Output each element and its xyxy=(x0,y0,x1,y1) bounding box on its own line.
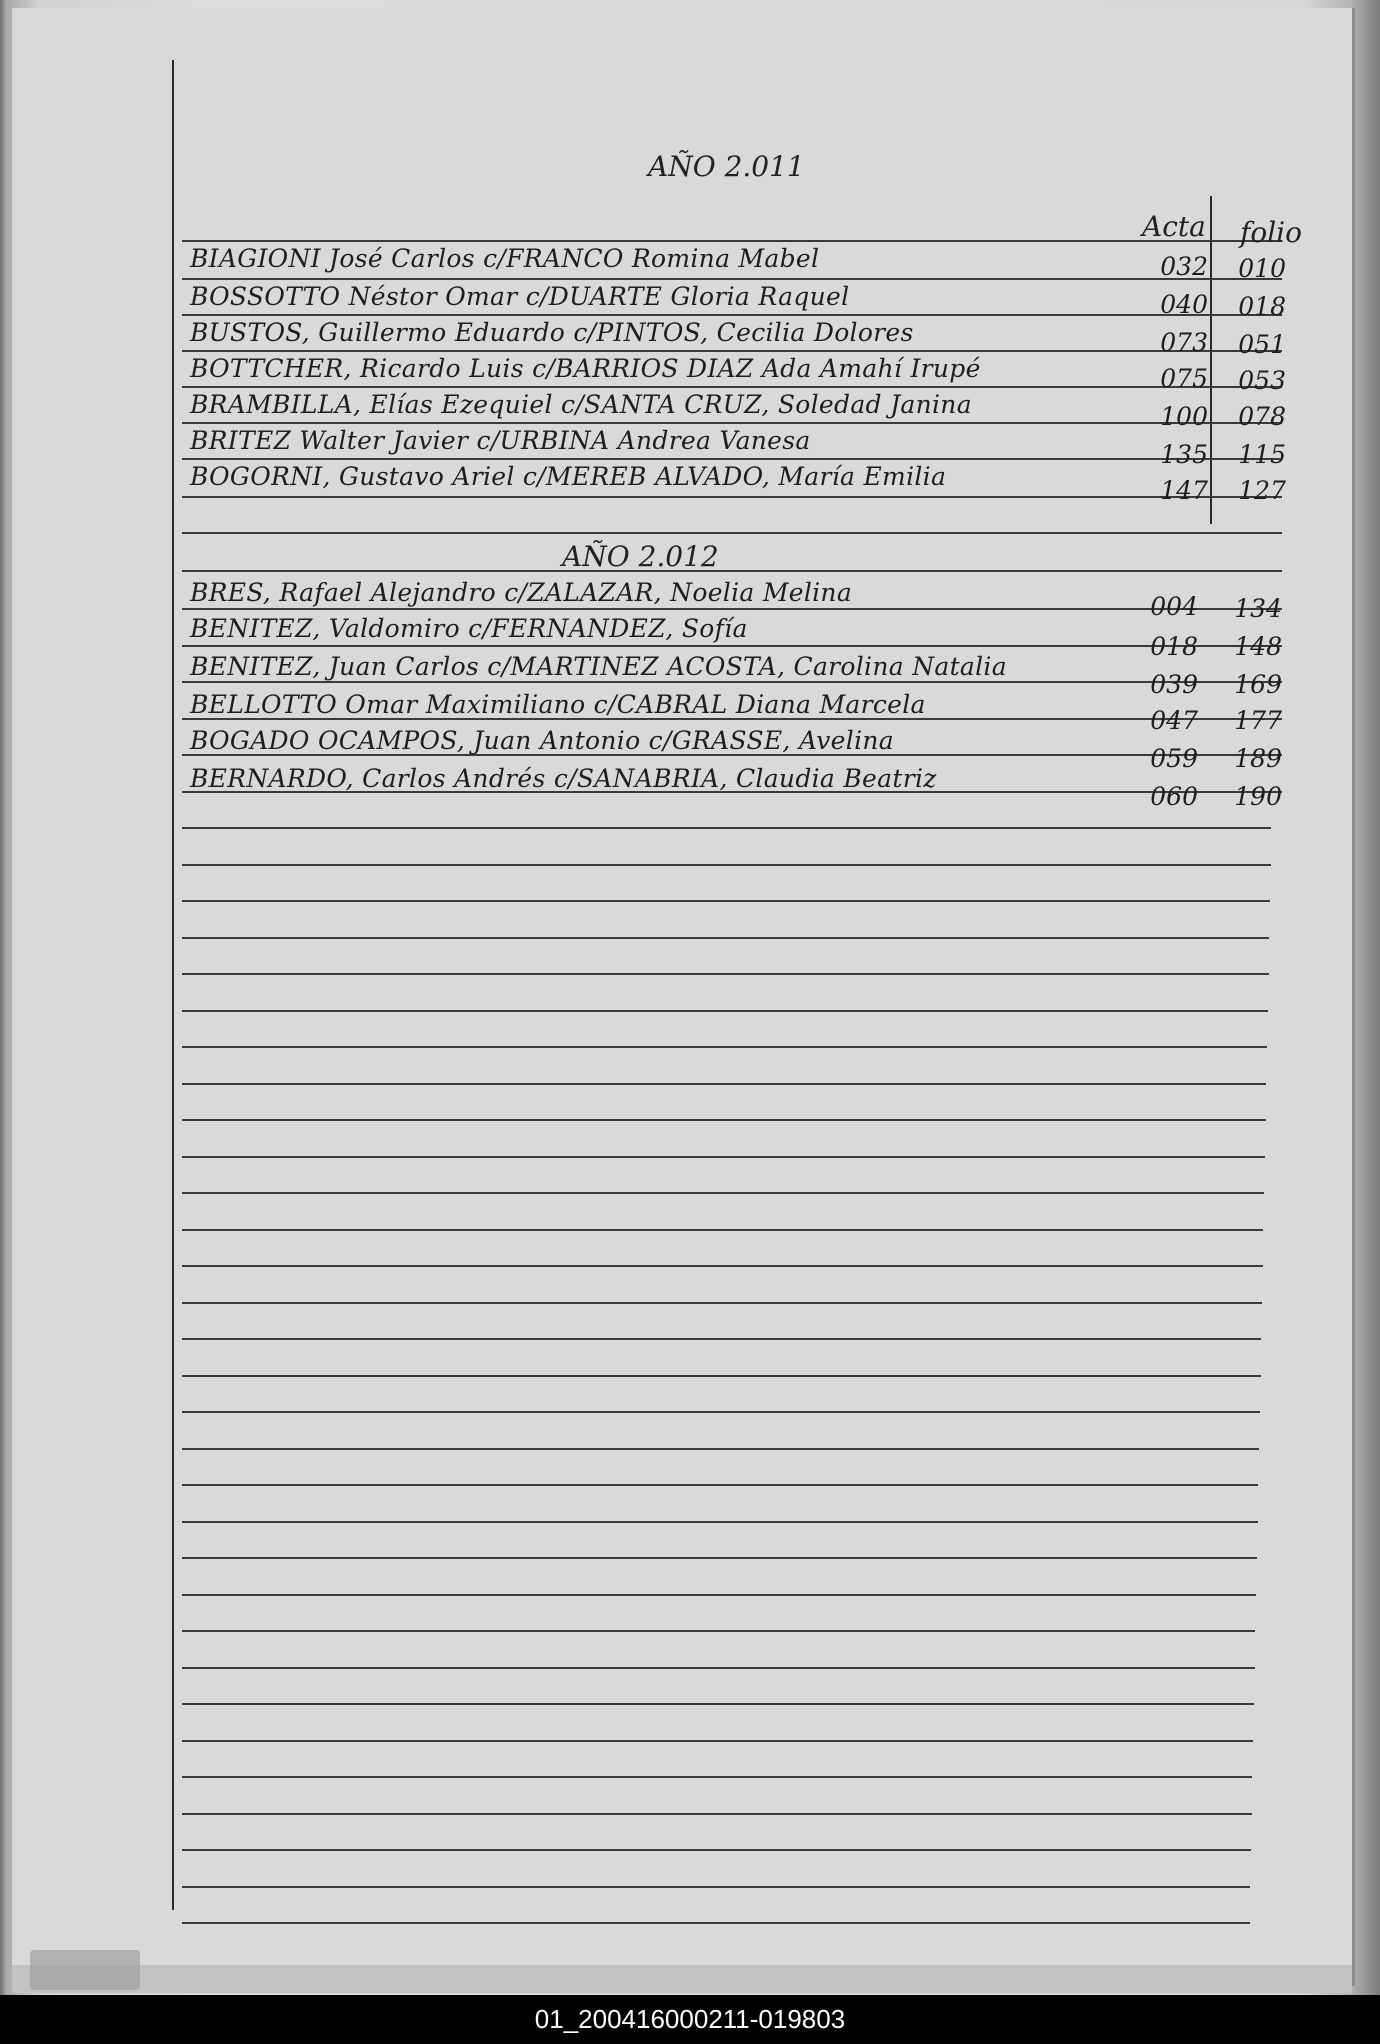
list-item: BIAGIONI José Carlos c/FRANCO Romina Mabel xyxy=(190,244,820,273)
acta-value: 018 xyxy=(1150,632,1198,661)
column-divider xyxy=(1210,196,1212,524)
folio-value: 010 xyxy=(1238,254,1286,283)
page-bottom-edge xyxy=(12,1965,1352,1993)
folio-value: 169 xyxy=(1234,670,1282,699)
list-item: BENITEZ, Valdomiro c/FERNANDEZ, Sofía xyxy=(190,614,748,643)
ruled-line xyxy=(182,386,1282,388)
ruled-line xyxy=(182,1776,1252,1778)
ruled-line xyxy=(182,1703,1254,1705)
ruled-line xyxy=(182,900,1270,902)
ruled-line xyxy=(182,1922,1250,1924)
ruled-line xyxy=(182,1630,1255,1632)
section-year-2012: AÑO 2.012 xyxy=(562,540,719,573)
ruled-line xyxy=(182,422,1282,424)
acta-value: 039 xyxy=(1150,670,1198,699)
list-item: BOSSOTTO Néstor Omar c/DUARTE Gloria Raquel xyxy=(190,282,850,311)
margin-line xyxy=(172,60,174,1910)
ruled-line xyxy=(182,1849,1251,1851)
ruled-line xyxy=(182,532,1282,534)
ruled-line xyxy=(182,1156,1265,1158)
ruled-line xyxy=(182,864,1271,866)
list-item: BOTTCHER, Ricardo Luis c/BARRIOS DIAZ Ada Amahí Irupé xyxy=(190,354,981,383)
folio-value: 177 xyxy=(1234,706,1282,735)
ruled-line xyxy=(182,1265,1263,1267)
ruled-line xyxy=(182,1083,1266,1085)
ruled-line xyxy=(182,496,1282,498)
ruled-line xyxy=(182,314,1282,316)
ruled-line xyxy=(182,1375,1261,1377)
ruled-line xyxy=(182,1229,1263,1231)
folio-value: 134 xyxy=(1234,594,1282,623)
list-item: BRES, Rafael Alejandro c/ZALAZAR, Noelia Melina xyxy=(190,578,853,607)
acta-value: 004 xyxy=(1150,592,1198,621)
list-item: BOGADO OCAMPOS, Juan Antonio c/GRASSE, Avelina xyxy=(190,726,894,755)
list-item: BRAMBILLA, Elías Ezequiel c/SANTA CRUZ, Soledad Janina xyxy=(190,390,972,419)
ruled-line xyxy=(182,1886,1250,1888)
list-item: BOGORNI, Gustavo Ariel c/MEREB ALVADO, María Emilia xyxy=(190,462,947,491)
ruled-line xyxy=(182,1813,1252,1815)
acta-column-header: Acta xyxy=(1142,210,1206,243)
acta-value: 073 xyxy=(1160,328,1208,357)
acta-value: 100 xyxy=(1160,402,1208,431)
list-item: BELLOTTO Omar Maximiliano c/CABRAL Diana Marcela xyxy=(190,690,926,719)
acta-value: 032 xyxy=(1160,252,1208,281)
ruled-line xyxy=(182,350,1282,352)
list-item: BENITEZ, Juan Carlos c/MARTINEZ ACOSTA, Carolina Natalia xyxy=(190,652,1007,681)
acta-value: 135 xyxy=(1160,440,1208,469)
ruled-line xyxy=(182,1411,1260,1413)
acta-value: 059 xyxy=(1150,744,1198,773)
folio-value: 078 xyxy=(1238,402,1286,431)
folio-value: 189 xyxy=(1234,744,1282,773)
folio-value: 051 xyxy=(1238,330,1286,359)
ruled-line xyxy=(182,1740,1253,1742)
ruled-line xyxy=(182,570,1282,572)
acta-value: 075 xyxy=(1160,364,1208,393)
folio-value: 053 xyxy=(1238,366,1286,395)
ruled-line xyxy=(182,458,1282,460)
ruled-line xyxy=(182,937,1269,939)
list-item: BUSTOS, Guillermo Eduardo c/PINTOS, Cecilia Dolores xyxy=(190,318,914,347)
folio-value: 190 xyxy=(1234,782,1282,811)
folio-column-header: folio xyxy=(1240,216,1302,249)
ruled-line xyxy=(182,1557,1257,1559)
ruled-line xyxy=(182,645,1282,647)
ruled-line xyxy=(182,1338,1261,1340)
folio-value: 018 xyxy=(1238,292,1286,321)
ruled-line xyxy=(182,1192,1264,1194)
list-item: BERNARDO, Carlos Andrés c/SANABRIA, Claudia Beatriz xyxy=(190,764,937,793)
ruled-line xyxy=(182,1521,1258,1523)
ruled-line xyxy=(182,1484,1258,1486)
folio-value: 148 xyxy=(1234,632,1282,661)
folio-value: 127 xyxy=(1238,476,1286,505)
ruled-line xyxy=(182,681,1282,683)
ruled-line xyxy=(182,1119,1266,1121)
ruled-line xyxy=(182,1302,1262,1304)
acta-value: 060 xyxy=(1150,782,1198,811)
folio-value: 115 xyxy=(1238,440,1286,469)
ruled-line xyxy=(182,240,1282,242)
scan-caption: 01_200416000211-019803 xyxy=(0,1995,1380,2044)
ruled-line xyxy=(182,278,1282,280)
ruled-line xyxy=(182,827,1271,829)
acta-value: 047 xyxy=(1150,706,1198,735)
ruled-line xyxy=(182,1448,1259,1450)
ruled-line xyxy=(182,1594,1256,1596)
section-year-2011: AÑO 2.011 xyxy=(648,150,805,183)
ruled-line xyxy=(182,973,1269,975)
page-corner-mark xyxy=(30,1950,140,1990)
ruled-line xyxy=(182,1667,1255,1669)
acta-value: 147 xyxy=(1160,476,1208,505)
ruled-line xyxy=(182,1010,1268,1012)
ruled-line xyxy=(182,608,1282,610)
acta-value: 040 xyxy=(1160,290,1208,319)
list-item: BRITEZ Walter Javier c/URBINA Andrea Vanesa xyxy=(190,426,811,455)
ruled-line xyxy=(182,1046,1267,1048)
